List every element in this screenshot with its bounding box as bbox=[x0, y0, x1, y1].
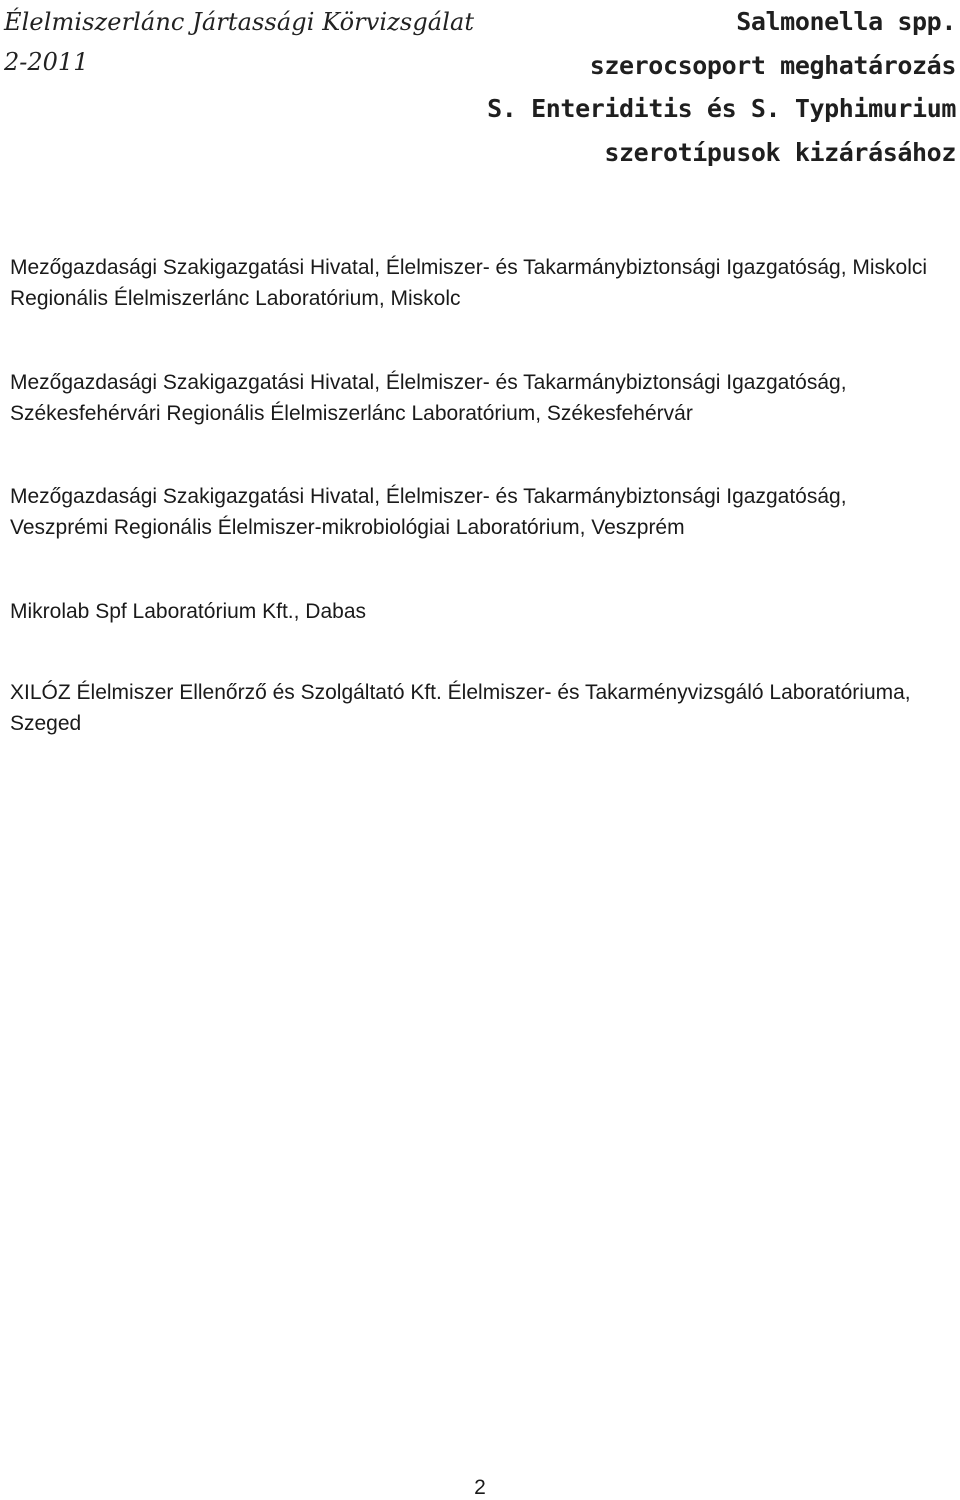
participant-entry: XILÓZ Élelmiszer Ellenőrző és Szolgáltató Kft. Élelmiszer- és Takarményvizsgáló Laboratóriuma, Szeged bbox=[10, 681, 911, 735]
series-title: Élelmiszerlánc Jártassági Körvizsgálat bbox=[4, 8, 475, 36]
subject-line: szerocsoport meghatározás bbox=[589, 50, 956, 80]
subject-line: S. Enteriditis és S. Typhimurium bbox=[487, 94, 956, 123]
participant-entry: Mikrolab Spf Laboratórium Kft., Dabas bbox=[10, 600, 366, 623]
subject-line: Salmonella spp. bbox=[736, 7, 956, 36]
subject-header bbox=[487, 0, 956, 174]
participant-entry: Mezőgazdasági Szakigazgatási Hivatal, Élelmiszer- és Takarmánybiztonsági Igazgatóság, Székesfehérvári Regionális Élelmiszerlánc Laboratórium, Székesfehérvár bbox=[10, 371, 847, 425]
round-number: 2-2011 bbox=[4, 48, 89, 76]
participant-list bbox=[10, 252, 950, 739]
subject-line: szerotípusok kizárásához bbox=[604, 137, 956, 167]
document-series-header bbox=[4, 2, 474, 82]
page-number: 2 bbox=[474, 1476, 486, 1499]
participant-entry: Mezőgazdasági Szakigazgatási Hivatal, Élelmiszer- és Takarmánybiztonsági Igazgatóság, Miskolci Regionális Élelmiszerlánc Laboratórium, Miskolc bbox=[10, 256, 928, 310]
participant-entry: Mezőgazdasági Szakigazgatási Hivatal, Élelmiszer- és Takarmánybiztonsági Igazgatóság, Veszprémi Regionális Élelmiszer-mikrobiológiai Laboratórium, Veszprém bbox=[10, 485, 847, 539]
